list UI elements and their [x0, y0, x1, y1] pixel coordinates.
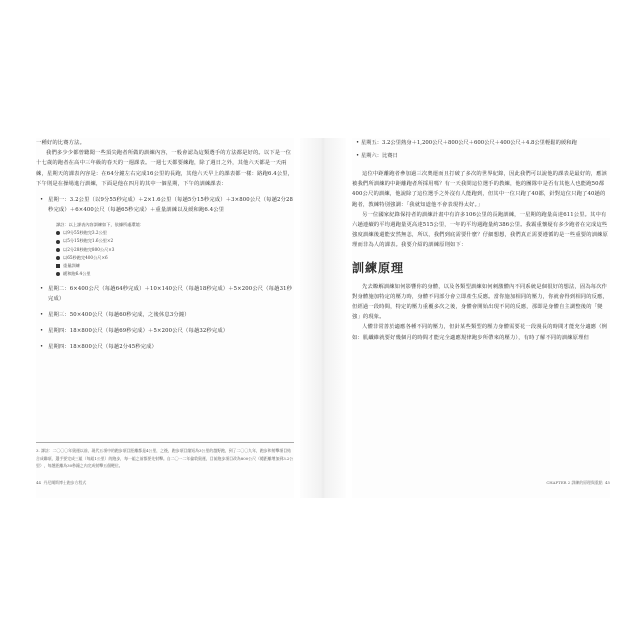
- book-title: 丹尼爾斯博士跑步方程式: [43, 480, 87, 485]
- note-text: 緩和跑6.4公里: [63, 271, 91, 277]
- dot-icon: [56, 248, 60, 252]
- schedule-item: [36, 284, 294, 304]
- note-text: 重量訓練: [63, 263, 80, 269]
- section-title: 訓練原理: [352, 260, 405, 275]
- left-page: [36, 138, 294, 498]
- square-icon: [56, 264, 60, 268]
- paragraph: 另一位國家紀錄保持者的訓練計畫中有許多106公里的長跑訓練，一星期的跑量高達611公里。其中有六趟連續的平均週跑量更高達515公里，一年的平均週跑量約386公里。我霸重懷疑有多少跑者在完成這些強度訓練後還能安然無恙，所以，我們到底需要什麼？仔細想想，我們真正需要遵循的是一些重要的訓練原理而非為人的課表。我要介紹的訓練原則如下：: [352, 211, 609, 249]
- bullet-icon: •: [40, 286, 44, 293]
- chapter-title: 訓練的原理與重點: [571, 480, 603, 485]
- dot-icon: [56, 272, 60, 276]
- note-item: [56, 254, 294, 262]
- translator-note: [56, 221, 294, 278]
- footnote: 3. 譯註：二〇〇〇年奧運以前，現代五項中的跑步項目距離都是4公里，之後，跑步項目縮短為3公里的越野跑，到了二〇〇九年，跑步和射擊項目結合成聯項，選手要完成三組（每組1公里）的跑步，每一組之前都要先射擊。自二〇一二年倫敦奧運，目前跑步項目改為800公尺（總距離增加到3.2公里），每趟距離為30秒鐘之內完成射擊五個靶位。: [36, 442, 294, 470]
- schedule-continued: [352, 138, 610, 161]
- book-gutter: [300, 138, 346, 498]
- footer-text: [36, 480, 86, 486]
- intro-line: 一種好的比賽方法。: [36, 140, 86, 146]
- schedule-text: 星期三：50×400公尺（每趟60秒完成，之後休息3分鐘）: [48, 312, 190, 319]
- paragraph: 先去瞭解訓練如何影響你的身體，以及各類型訓練如何刺激體內不同系統是個很好的想法，固為每次作對身體施加特定的壓力時，身體不同部分會立即產生反應。當你施加相同的壓力，你就會得到相同的反應，但經過一段時間，特定的壓力重覆多次之後，身體會開始出現不同的反應，那即是身體自主調整後的「變強」的現象。: [352, 283, 609, 321]
- chapter-label: CHAPTER 2: [546, 480, 571, 485]
- dot-icon: [56, 240, 60, 244]
- dot-icon: [56, 231, 60, 235]
- schedule-text: 星期一：3.2公里（以9分55秒完成）＋2×1.6公里（每趟5分15秒完成）＋3×800公尺（每趟2分28秒完成）＋6×400公尺（每趟65秒完成）＋重量訓練以及緩和跑6.4公里: [48, 197, 294, 214]
- bullet-icon: •: [40, 328, 44, 335]
- schedule-text: 星期四：18×800公尺（每趟2分45秒完成）: [48, 344, 158, 351]
- page-footer: [352, 480, 610, 486]
- schedule-item: [36, 342, 294, 352]
- schedule-text: 星期六：比賽日: [360, 153, 398, 159]
- bullet-icon: •: [40, 197, 44, 204]
- schedule-item: [36, 310, 294, 320]
- note-text: 以65秒跑完400公尺×6: [63, 254, 108, 260]
- note-item: [56, 246, 294, 254]
- paragraph: 這位中距離跑者參加過三次奧運而且打破了多次的世界紀錄，因此我們可以說他的課表是最好的，應該被我們所訓練的中距離跑者所採用嗎？有一天我問這位選手的教練，他的團隊中是否有其他人也能跑50都400公尺的訓練，他說除了這位選手之外沒有人能跑到，但其中一位只跑了40都，針對這位只跑了40趟的跑者，教練特別強調：「我就知道他不會表現得太好。」: [352, 171, 608, 208]
- note-title: 譯註：以上課表內容訓練如下，依據所處環境：: [56, 222, 144, 228]
- page-number: 44: [36, 480, 41, 485]
- footer-text: [546, 480, 610, 486]
- schedule-item: [352, 151, 610, 161]
- bullet-icon: •: [40, 344, 44, 351]
- schedule-item: [36, 326, 294, 336]
- schedule-text: 星期四：18×800公尺（每趟69秒完成）＋5×200公尺（每趟32秒完成）: [48, 328, 229, 335]
- paragraph: 人體非常善於適應各種不同的壓力，但針某些類型的壓力身體需要花一段漫長的時間才能充分適應（例如：肌纖維就要好幾個月的時間才能完全適應規律跑步所帶來的壓力），有時了解不同的訓練原理但: [352, 324, 608, 341]
- note-text: 以9分55秒跑完3.2公里: [63, 230, 107, 236]
- schedule-text: 星期二：6×400公尺（每趟64秒完成）＋10×140公尺（每趟18秒完成）＋5×200公尺（每趟31秒完成）: [48, 286, 293, 303]
- bullet-icon: •: [40, 312, 44, 319]
- right-page: [352, 138, 610, 498]
- page-number: 45: [605, 480, 610, 485]
- dot-icon: [56, 256, 60, 260]
- bullet-icon: •: [356, 140, 360, 146]
- schedule-item: [352, 138, 610, 148]
- note-text: 以5分15秒跑完1.6公里×2: [63, 238, 114, 244]
- bullet-icon: •: [356, 153, 360, 159]
- note-item: [56, 270, 294, 278]
- note-item: [56, 229, 294, 237]
- note-item: [56, 262, 294, 270]
- paragraph: 我們多少少都曾聽聞一些頂尖跑者所做的訓練內容，一般會認為這類選手的方法都是好的。以下是一位十七歲的跑者在高中三年級的春天的一週課表。一週七天都要練跑，除了週日之外，其他六天都是一天兩練，星期天的課表內容是：在64分鐘左右完成16公里的長跑，其他六天早上的課表都一樣：路跑6.4公里，下午則是在操場進行訓練，下面是他在四月的其中一個星期，下午的訓練課表：: [36, 150, 294, 187]
- schedule-item: [36, 195, 294, 215]
- note-item: [56, 237, 294, 245]
- schedule-text: 星期五：3.2公里熱身＋1,200公尺＋800公尺＋600公尺＋400公尺＋4.8公里輕鬆的緩和跑: [360, 140, 577, 146]
- note-text: 以2分28秒跑完800公尺×3: [63, 246, 115, 252]
- page-footer: [36, 480, 294, 486]
